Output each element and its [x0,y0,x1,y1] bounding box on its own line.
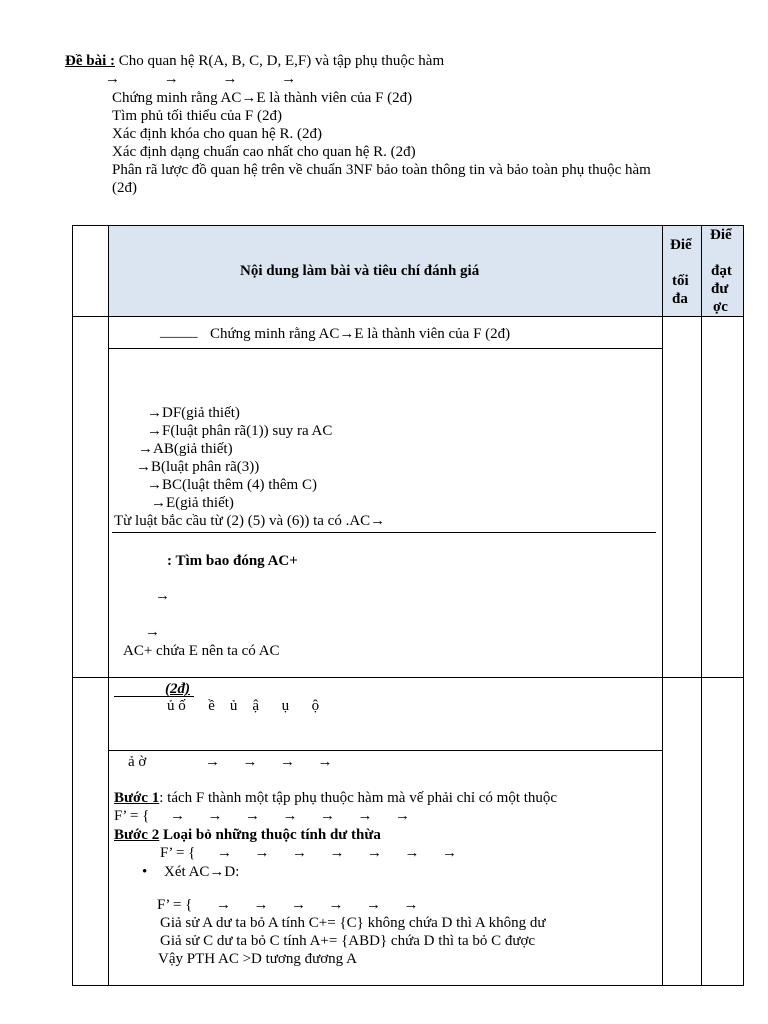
table-border-right [743,225,744,985]
f-prime-1-arrows: → → → → → → → [170,808,410,824]
section2-step1 [114,789,557,807]
section1-step-5: →BC(luật thêm (4) thêm C) [147,477,317,493]
section2-title-divider [108,750,662,751]
section1-step-4: →B(luật phân rã(3)) [136,459,260,475]
section1-arrow-b: → [145,624,160,640]
f-prime-2-arrows: → → → → → → → [217,845,457,861]
section2-step2 [114,826,381,844]
task-3: Xác định khóa cho quan hệ R. (2đ) [112,126,322,142]
table-col-divider-1 [108,225,109,985]
section2-line-2: Giả sử C dư ta bỏ C tính A+= {ABD} chứa D thì ta bỏ C được [160,933,536,949]
problem-intro: Cho quan hệ R(A, B, C, D, E,F) và tập phụ thuộc hàm [115,53,445,69]
section2-title: (2đ) [165,681,190,697]
section2-line-1: Giả sử A dư ta bỏ A tính C+= {C} không chứa D thì A không dư [160,915,546,931]
header-achieved-4: ợc [713,299,728,315]
section1-step-3: →AB(giả thiết) [138,441,233,457]
section1-step-1: →DF(giả thiết) [147,405,240,421]
header-achieved-1: Điể [710,227,732,243]
section1-title-blank: _____ [160,324,198,340]
table-header-divider [72,316,744,317]
problem-heading [65,52,444,70]
section2-fragment-line: ả ờ [128,754,147,770]
section1-title-underline [108,348,662,349]
section1-step-6: →E(giả thiết) [151,495,234,511]
table-border-left [72,225,73,985]
task-5: Phân rã lược đồ quan hệ trên về chuẩn 3NF bảo toàn thông tin và bảo toàn phụ thuộc hàm [112,162,651,178]
problem-arrows: → → → → [105,71,297,87]
table-col-divider-2 [662,225,663,985]
section1-step-2: →F(luật phân rã(1)) suy ra AC [147,423,333,439]
header-content: Nội dung làm bài và tiêu chí đánh giá [240,263,480,279]
header-achieved-2: đạt [711,263,732,279]
f-prime-2: F’ = { [160,845,196,861]
task-1: Chứng minh rằng AC→E là thành viên của F (2đ) [112,90,413,106]
table-border-top [72,225,744,226]
section1-method2-title: : Tìm bao đóng AC+ [167,553,298,569]
section1-method-divider [112,532,656,533]
header-achieved-3: đư [711,281,729,297]
section2-subtitle-fragments: ủ ố ề ủ ậ ụ ộ [167,698,320,714]
step1-label: Bước 1 [114,790,160,806]
section2-line-3: Vậy PTH AC >D tương đương A [158,951,357,967]
f-prime-3-arrows: → → → → → → [216,897,419,913]
task-5-score: (2đ) [112,180,137,196]
task-2: Tìm phủ tối thiểu của F (2đ) [112,108,282,124]
table-col-divider-3 [701,225,702,985]
header-max-score-2: tối [672,273,689,289]
table-row-divider [72,677,744,678]
section2-fragment-arrows: → → → → [205,754,333,770]
step2-label: Bước 2 [114,827,160,843]
section1-method2-conclusion: AC+ chứa E nên ta có AC [123,643,280,659]
section1-title: Chứng minh rằng AC→E là thành viên của F (2đ) [210,326,511,342]
consider-ac-d: Xét AC→D: [164,864,240,880]
section1-arrow-a: → [155,588,170,604]
task-4: Xác định dạng chuẩn cao nhất cho quan hệ R. (2đ) [112,144,416,160]
header-max-score-3: đa [672,291,688,307]
step2-text: Loại bỏ những thuộc tính dư thừa [159,827,381,843]
step1-text: : tách F thành một tập phụ thuộc hàm mà vế phải chỉ có một thuộc [159,790,558,806]
f-prime-3: F’ = { [157,897,193,913]
header-max-score-1: Điể [670,237,692,253]
table-border-bottom [72,985,744,986]
problem-title: Đề bài : [65,53,115,69]
section1-conclusion: Từ luật bắc cầu từ (2) (5) và (6)) ta có .AC→ [114,513,386,529]
bullet: • [142,864,148,880]
f-prime-1: F’ = { [114,808,150,824]
